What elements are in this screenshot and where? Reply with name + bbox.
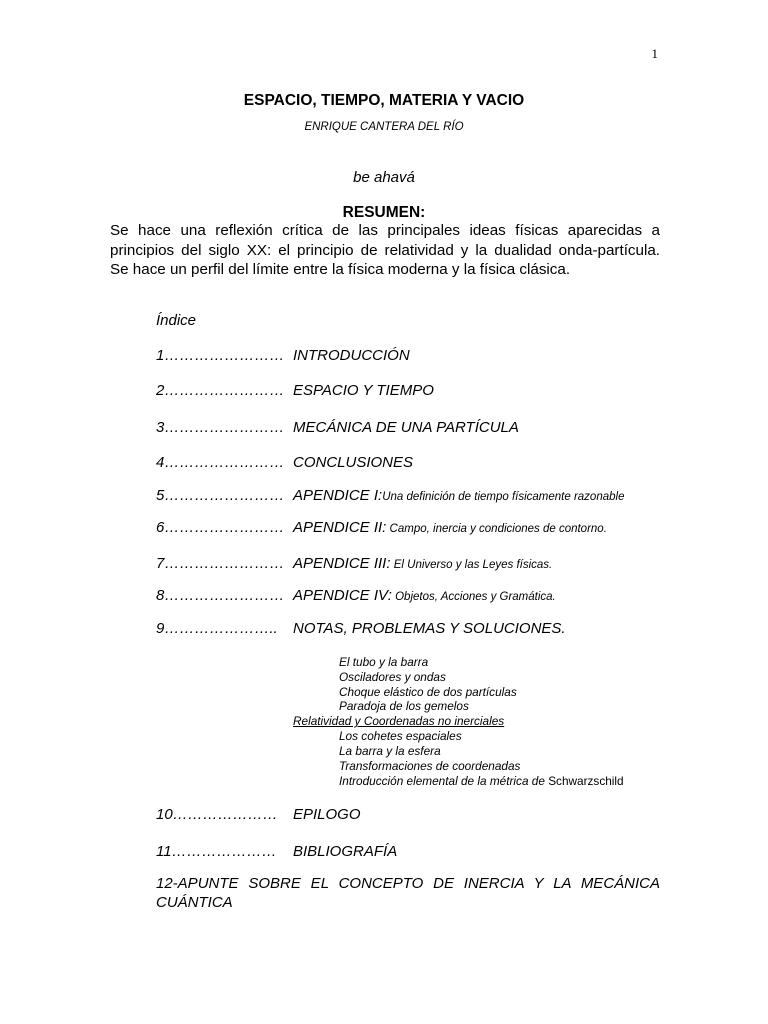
toc-title: MECÁNICA DE UNA PARTÍCULA <box>293 419 519 436</box>
notes-subitem: La barra y la esfera <box>339 744 441 758</box>
abstract-line: principios del siglo XX: el principio de relatividad y la dualidad onda-partícula. <box>110 241 660 259</box>
toc-title: APENDICE IV: <box>293 587 392 604</box>
toc-heading: Índice <box>156 312 197 329</box>
toc-number: 10………………… <box>156 806 278 823</box>
notes-subitem: Los cohetes espaciales <box>339 729 462 743</box>
toc-number: 6…………………… <box>156 519 285 536</box>
author-name: ENRIQUE CANTERA DEL RÍO <box>304 121 464 133</box>
notes-subitem: Osciladores y ondas <box>339 670 446 684</box>
notes-subitem <box>339 774 624 788</box>
toc-title: APENDICE II: <box>293 519 387 536</box>
toc-description: Una definición de tiempo físicamente razonable <box>382 491 625 503</box>
toc-entry-6 <box>156 519 607 536</box>
toc-number: 9………………….. <box>156 620 278 637</box>
toc-entry-2 <box>156 382 434 399</box>
toc-number: 2…………………… <box>156 382 285 399</box>
toc-number: 5…………………… <box>156 487 285 504</box>
toc-entry-5 <box>156 487 624 504</box>
document-title: ESPACIO, TIEMPO, MATERIA Y VACIO <box>243 92 525 109</box>
toc-final-note <box>156 874 660 912</box>
abstract-line: Se hace una reflexión crítica de las principales ideas físicas aparecidas a <box>110 222 660 239</box>
toc-title: BIBLIOGRAFÍA <box>293 843 398 860</box>
toc-entry-1 <box>156 347 410 364</box>
final-note-line: CUÁNTICA <box>156 894 233 911</box>
notes-subheading: Relatividad y Coordenadas no inerciales <box>293 714 505 728</box>
toc-entry-9 <box>156 620 566 637</box>
toc-entry-10 <box>156 806 361 823</box>
notes-subitem: El tubo y la barra <box>339 655 429 669</box>
notes-subitem-name: Schwarzschild <box>548 774 624 788</box>
abstract-heading: RESUMEN: <box>342 204 426 221</box>
toc-entry-8 <box>156 587 556 604</box>
toc-description: El Universo y las Leyes físicas. <box>390 559 553 571</box>
toc-title: ESPACIO Y TIEMPO <box>293 382 434 399</box>
toc-number: 11………………… <box>156 843 277 860</box>
toc-number: 1…………………… <box>156 347 285 364</box>
notes-subitem: Paradoja de los gemelos <box>339 699 469 713</box>
toc-title: EPILOGO <box>293 806 361 823</box>
toc-number: 3…………………… <box>156 419 285 436</box>
dedication: be ahavá <box>353 169 415 186</box>
toc-number: 4…………………… <box>156 454 285 471</box>
toc-number: 7…………………… <box>156 555 285 572</box>
notes-subitem: Transformaciones de coordenadas <box>339 759 521 773</box>
toc-entry-11 <box>156 843 397 860</box>
toc-title: APENDICE I: <box>293 487 383 504</box>
toc-number: 8…………………… <box>156 587 285 604</box>
toc-title: INTRODUCCIÓN <box>293 347 410 364</box>
toc-title: APENDICE III: <box>293 555 391 572</box>
toc-entry-3 <box>156 419 519 436</box>
toc-title: CONCLUSIONES <box>293 454 414 471</box>
toc-description: Campo, inercia y condiciones de contorno. <box>386 523 607 535</box>
abstract-line: Se hace un perfil del límite entre la física moderna y la física clásica. <box>110 261 571 278</box>
notes-subitem: Choque elástico de dos partículas <box>339 685 517 699</box>
toc-entry-4 <box>156 454 413 471</box>
final-note-line: 12-APUNTE SOBRE EL CONCEPTO DE INERCIA Y LA MECÁNICA <box>156 875 660 892</box>
toc-description: Objetos, Acciones y Gramática. <box>391 591 556 603</box>
notes-subitem-text: Introducción elemental de la métrica de <box>339 774 545 788</box>
page-number: 1 <box>651 46 658 61</box>
abstract-body <box>110 221 660 280</box>
toc-entry-7 <box>156 555 552 572</box>
toc-title: NOTAS, PROBLEMAS Y SOLUCIONES. <box>293 620 566 637</box>
